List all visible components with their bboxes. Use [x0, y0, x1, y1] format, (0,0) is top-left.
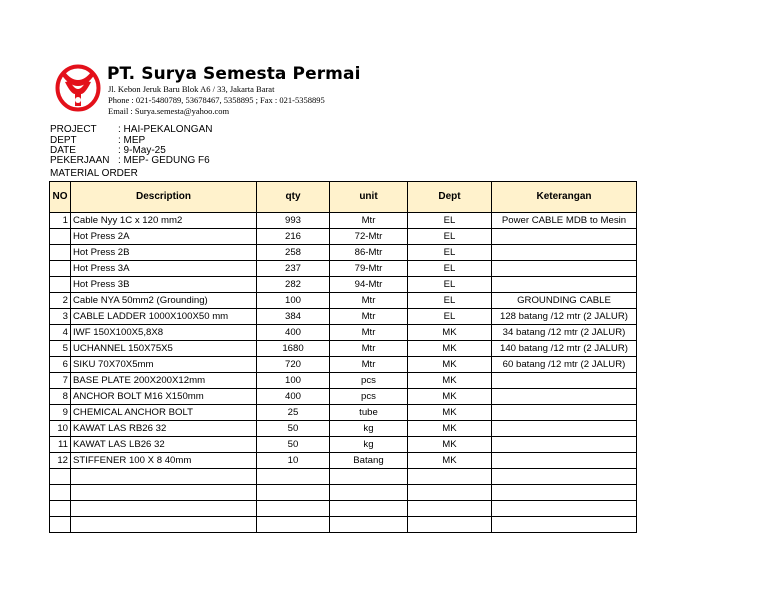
- cell-description: IWF 150X100X5,8X8: [71, 325, 257, 341]
- company-phone: Phone : 021-5480789, 53678467, 5358895 ; Fax : 021-5358895: [108, 95, 325, 105]
- cell-dept: MK: [408, 453, 492, 469]
- meta-project: [50, 124, 212, 135]
- cell-description: KAWAT LAS LB26 32: [71, 437, 257, 453]
- cell-qty: 216: [257, 229, 330, 245]
- cell-no: [50, 261, 71, 277]
- table-row: [50, 357, 637, 373]
- table-row: [50, 261, 637, 277]
- cell-dept: MK: [408, 405, 492, 421]
- cell-no: [50, 469, 71, 485]
- cell-unit: Mtr: [330, 213, 408, 229]
- cell-description: STIFFENER 100 X 8 40mm: [71, 453, 257, 469]
- cell-description: [71, 485, 257, 501]
- cell-dept: EL: [408, 309, 492, 325]
- cell-dept: EL: [408, 261, 492, 277]
- cell-no: 10: [50, 421, 71, 437]
- cell-qty: 1680: [257, 341, 330, 357]
- cell-qty: 100: [257, 293, 330, 309]
- cell-qty: 384: [257, 309, 330, 325]
- cell-no: 1: [50, 213, 71, 229]
- cell-qty: 50: [257, 421, 330, 437]
- cell-keterangan: [492, 453, 637, 469]
- column-header-no: NO: [50, 182, 71, 213]
- cell-no: 2: [50, 293, 71, 309]
- cell-qty: 237: [257, 261, 330, 277]
- cell-keterangan: [492, 485, 637, 501]
- table-row: [50, 405, 637, 421]
- cell-no: 3: [50, 309, 71, 325]
- cell-keterangan: [492, 469, 637, 485]
- cell-no: 9: [50, 405, 71, 421]
- company-address: Jl. Kebon Jeruk Baru Blok A6 / 33, Jakarta Barat: [108, 84, 275, 94]
- cell-qty: 282: [257, 277, 330, 293]
- cell-keterangan: [492, 389, 637, 405]
- cell-unit: [330, 469, 408, 485]
- cell-dept: EL: [408, 245, 492, 261]
- cell-description: Cable NYA 50mm2 (Grounding): [71, 293, 257, 309]
- cell-description: CABLE LADDER 1000X100X50 mm: [71, 309, 257, 325]
- cell-unit: Batang: [330, 453, 408, 469]
- table-row: [50, 501, 637, 517]
- cell-qty: 720: [257, 357, 330, 373]
- meta-project-label: PROJECT: [50, 124, 97, 135]
- table-row: [50, 277, 637, 293]
- cell-no: [50, 485, 71, 501]
- cell-unit: Mtr: [330, 357, 408, 373]
- table-row: [50, 245, 637, 261]
- cell-keterangan: 128 batang /12 mtr (2 JALUR): [492, 309, 637, 325]
- cell-description: [71, 501, 257, 517]
- cell-keterangan: [492, 261, 637, 277]
- cell-description: CHEMICAL ANCHOR BOLT: [71, 405, 257, 421]
- cell-dept: MK: [408, 437, 492, 453]
- table-body: [50, 213, 637, 533]
- cell-no: 11: [50, 437, 71, 453]
- cell-unit: 86-Mtr: [330, 245, 408, 261]
- table-row: [50, 437, 637, 453]
- cell-dept: MK: [408, 389, 492, 405]
- cell-unit: 79-Mtr: [330, 261, 408, 277]
- cell-description: ANCHOR BOLT M16 X150mm: [71, 389, 257, 405]
- cell-keterangan: 34 batang /12 mtr (2 JALUR): [492, 325, 637, 341]
- cell-qty: 993: [257, 213, 330, 229]
- table-row: [50, 485, 637, 501]
- company-logo-icon: [55, 64, 101, 112]
- cell-keterangan: [492, 437, 637, 453]
- cell-no: 12: [50, 453, 71, 469]
- meta-date-value: : 9-May-25: [118, 145, 166, 156]
- cell-qty: [257, 517, 330, 533]
- table-row: [50, 373, 637, 389]
- cell-no: 6: [50, 357, 71, 373]
- cell-unit: [330, 485, 408, 501]
- cell-unit: 94-Mtr: [330, 277, 408, 293]
- cell-description: KAWAT LAS RB26 32: [71, 421, 257, 437]
- cell-unit: [330, 501, 408, 517]
- cell-dept: EL: [408, 293, 492, 309]
- cell-dept: [408, 485, 492, 501]
- cell-dept: [408, 469, 492, 485]
- cell-description: Cable Nyy 1C x 120 mm2: [71, 213, 257, 229]
- cell-description: [71, 517, 257, 533]
- cell-qty: 400: [257, 389, 330, 405]
- cell-dept: MK: [408, 357, 492, 373]
- meta-dept-value: : MEP: [118, 135, 146, 146]
- cell-qty: 258: [257, 245, 330, 261]
- cell-dept: EL: [408, 229, 492, 245]
- cell-qty: 50: [257, 437, 330, 453]
- cell-keterangan: 140 batang /12 mtr (2 JALUR): [492, 341, 637, 357]
- table-row: [50, 389, 637, 405]
- cell-qty: [257, 501, 330, 517]
- column-header-dept: Dept: [408, 182, 492, 213]
- cell-qty: 100: [257, 373, 330, 389]
- cell-description: BASE PLATE 200X200X12mm: [71, 373, 257, 389]
- cell-keterangan: [492, 229, 637, 245]
- cell-keterangan: [492, 421, 637, 437]
- cell-no: 8: [50, 389, 71, 405]
- cell-no: [50, 245, 71, 261]
- cell-no: [50, 229, 71, 245]
- cell-dept: MK: [408, 341, 492, 357]
- table-row: [50, 469, 637, 485]
- cell-no: 7: [50, 373, 71, 389]
- material-order-title: MATERIAL ORDER: [50, 168, 138, 179]
- material-order-table: [49, 181, 637, 533]
- meta-pekerjaan-value: : MEP- GEDUNG F6: [118, 155, 210, 166]
- table-row: [50, 213, 637, 229]
- cell-qty: [257, 469, 330, 485]
- cell-description: UCHANNEL 150X75X5: [71, 341, 257, 357]
- cell-qty: 10: [257, 453, 330, 469]
- cell-description: [71, 469, 257, 485]
- table-row: [50, 341, 637, 357]
- meta-project-value: : HAI-PEKALONGAN: [118, 124, 213, 135]
- cell-unit: [330, 517, 408, 533]
- company-email: Email : Surya.semesta@yahoo.com: [108, 106, 230, 116]
- cell-unit: Mtr: [330, 309, 408, 325]
- table-row: [50, 325, 637, 341]
- column-header-keterangan: Keterangan: [492, 182, 637, 213]
- table-header-row: [50, 182, 637, 213]
- column-header-qty: qty: [257, 182, 330, 213]
- cell-keterangan: [492, 405, 637, 421]
- cell-dept: MK: [408, 373, 492, 389]
- cell-description: SIKU 70X70X5mm: [71, 357, 257, 373]
- cell-dept: [408, 517, 492, 533]
- cell-keterangan: [492, 277, 637, 293]
- cell-keterangan: GROUNDING CABLE: [492, 293, 637, 309]
- cell-unit: 72-Mtr: [330, 229, 408, 245]
- column-header-unit: unit: [330, 182, 408, 213]
- table-row: [50, 517, 637, 533]
- column-header-description: Description: [71, 182, 257, 213]
- meta-date-label: DATE: [50, 145, 76, 156]
- company-header: [55, 62, 361, 122]
- cell-no: [50, 501, 71, 517]
- cell-dept: EL: [408, 277, 492, 293]
- cell-keterangan: [492, 517, 637, 533]
- cell-keterangan: [492, 245, 637, 261]
- cell-keterangan: Power CABLE MDB to Mesin: [492, 213, 637, 229]
- cell-unit: kg: [330, 437, 408, 453]
- cell-unit: kg: [330, 421, 408, 437]
- cell-description: Hot Press 3A: [71, 261, 257, 277]
- cell-dept: MK: [408, 421, 492, 437]
- cell-no: [50, 517, 71, 533]
- cell-keterangan: [492, 373, 637, 389]
- cell-no: 5: [50, 341, 71, 357]
- meta-dept-label: DEPT: [50, 135, 77, 146]
- cell-keterangan: 60 batang /12 mtr (2 JALUR): [492, 357, 637, 373]
- cell-unit: pcs: [330, 389, 408, 405]
- cell-qty: 400: [257, 325, 330, 341]
- cell-description: Hot Press 2B: [71, 245, 257, 261]
- cell-no: 4: [50, 325, 71, 341]
- table-row: [50, 229, 637, 245]
- cell-dept: [408, 501, 492, 517]
- cell-qty: [257, 485, 330, 501]
- cell-qty: 25: [257, 405, 330, 421]
- cell-description: Hot Press 2A: [71, 229, 257, 245]
- cell-keterangan: [492, 501, 637, 517]
- cell-dept: EL: [408, 213, 492, 229]
- cell-unit: Mtr: [330, 293, 408, 309]
- table-row: [50, 421, 637, 437]
- cell-no: [50, 277, 71, 293]
- cell-description: Hot Press 3B: [71, 277, 257, 293]
- cell-dept: MK: [408, 325, 492, 341]
- cell-unit: Mtr: [330, 341, 408, 357]
- table-row: [50, 309, 637, 325]
- cell-unit: pcs: [330, 373, 408, 389]
- cell-unit: tube: [330, 405, 408, 421]
- cell-unit: Mtr: [330, 325, 408, 341]
- table-row: [50, 293, 637, 309]
- company-name: PT. Surya Semesta Permai: [107, 64, 361, 84]
- meta-pekerjaan-label: PEKERJAAN: [50, 155, 110, 166]
- table-row: [50, 453, 637, 469]
- meta-pekerjaan: [50, 155, 210, 166]
